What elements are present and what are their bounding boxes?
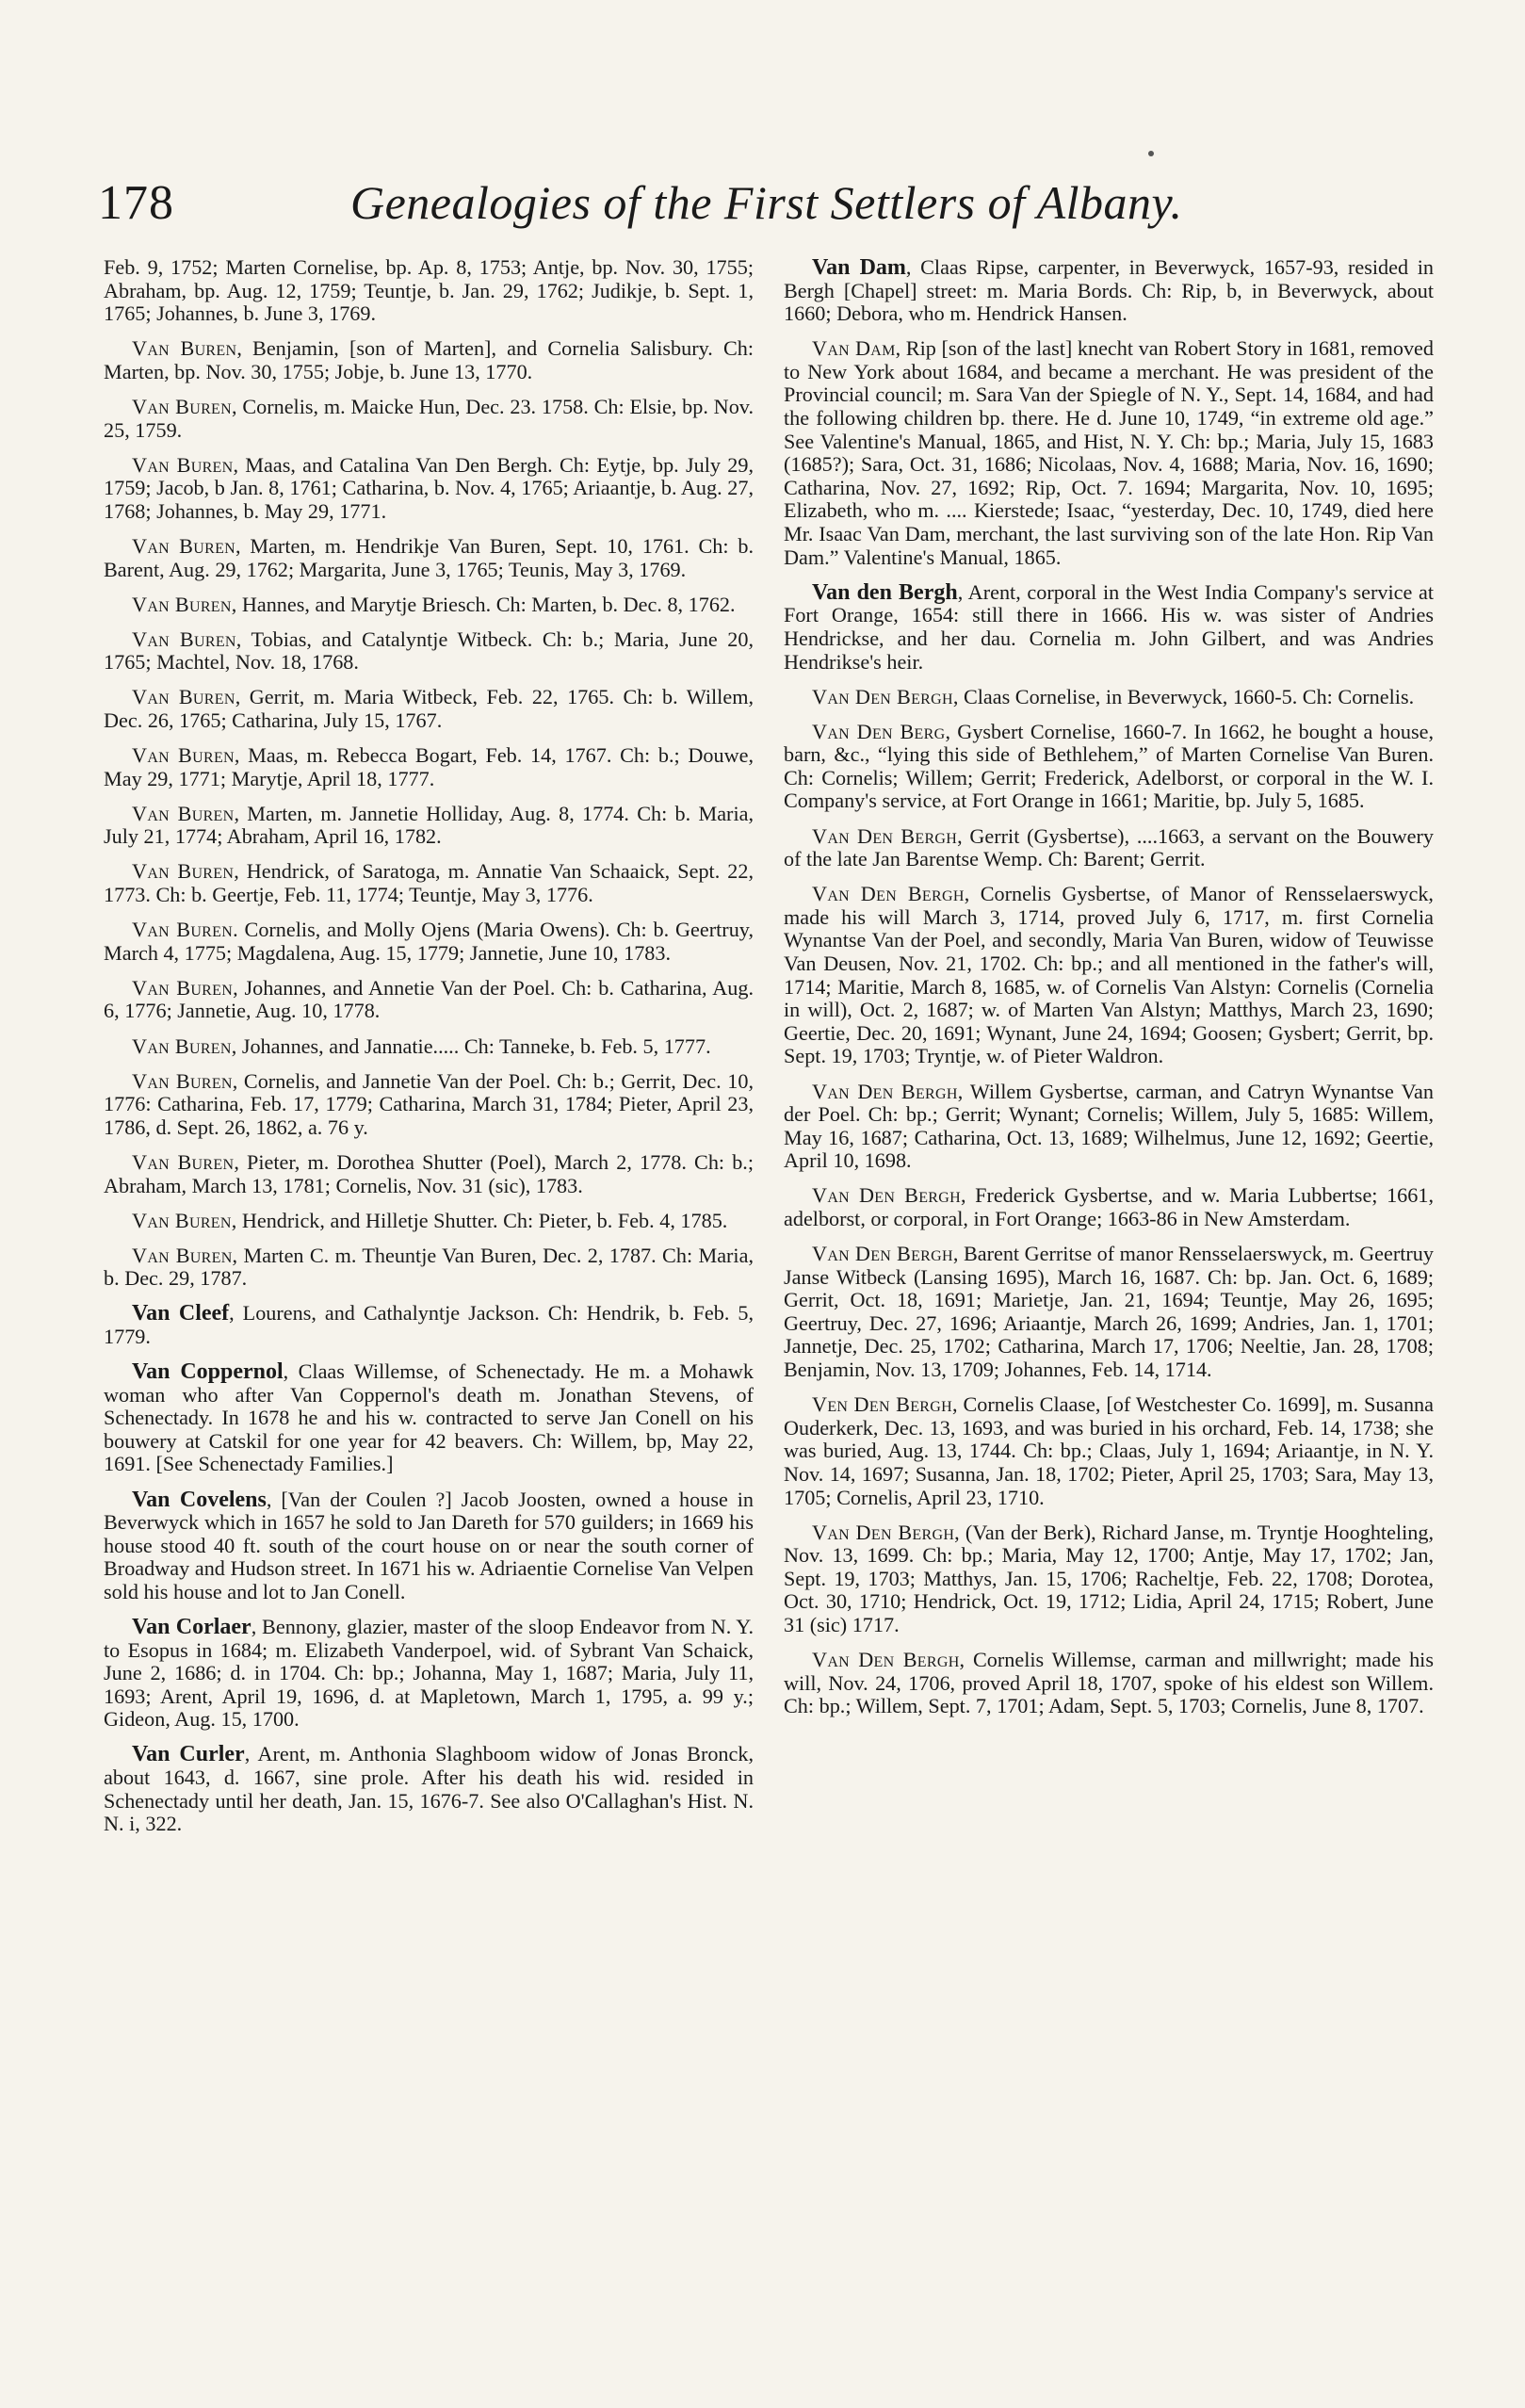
genealogy-entry bbox=[104, 744, 754, 790]
genealogy-entry bbox=[784, 256, 1434, 326]
entry-surname: Van Den Berg bbox=[812, 719, 946, 743]
entry-text: , Hendrick, of Saratoga, m. Annatie Van Schaaick, Sept. 22, 1773. Ch: b. Geertje, Feb. 11, 1774; Teuntje, May 3, 1776. bbox=[104, 859, 754, 907]
entry-surname: Van Den Bergh bbox=[812, 1242, 953, 1266]
genealogy-entry bbox=[784, 883, 1434, 1068]
entry-text: , Maas, and Catalina Van Den Bergh. Ch: Eytje, bp. July 29, 1759; Jacob, b Jan. 8, 1761; Catharina, b. Nov. 4, 1765; Ariaantje, b. Aug. 27, 1768; Johannes, b. May 29, 1771. bbox=[104, 452, 754, 523]
entry-text: , (Van der Berk), Richard Janse, m. Tryntje Hooghteling, Nov. 13, 1699. Ch: bp.; Maria, May 12, 1700; Antje, May 17, 1702; Jan, Sept. 19, 1703; Matthys, Jan. 15, 1706; Racheltje, Feb. 22, 1708; Dorotea, Oct. 30, 1710; Hendrick, Oct. 19, 1712; Lidia, April 24, 1715; Robert, June 31 (sic) 1717. bbox=[784, 1520, 1434, 1636]
running-title: Genealogies of the First Settlers of Albany. bbox=[350, 176, 1183, 229]
entry-surname: Van Coppernol bbox=[132, 1359, 284, 1385]
entry-surname: Van Buren bbox=[132, 336, 237, 361]
entry-text: , Johannes, and Jannatie..... Ch: Tanneke, b. Feb. 5, 1777. bbox=[231, 1033, 711, 1058]
entry-text: , Hannes, and Marytje Briesch. Ch: Marten, b. Dec. 8, 1762. bbox=[231, 592, 736, 616]
entry-text: , Cornelis, m. Maicke Hun, Dec. 23. 1758. Ch: Elsie, bp. Nov. 25, 1759. bbox=[104, 394, 754, 442]
genealogy-entry bbox=[784, 686, 1434, 709]
genealogy-entry bbox=[104, 1360, 754, 1476]
entry-text: , Lourens, and Cathalyntje Jackson. Ch: Hendrik, b. Feb. 5, 1779. bbox=[104, 1301, 754, 1348]
genealogy-entry bbox=[104, 256, 754, 326]
genealogy-entry bbox=[784, 337, 1434, 569]
genealogy-entry bbox=[104, 1245, 754, 1291]
genealogy-entry bbox=[104, 803, 754, 849]
entry-text: Feb. 9, 1752; Marten Cornelise, bp. Ap. 8, 1753; Antje, bp. Nov. 30, 1755; Abraham, bp. Aug. 12, 1759; Teuntje, b. Jan. 29, 1762; Judikje, b. Sept. 1, 1765; Johannes, b. June 3, 1769. bbox=[104, 255, 754, 326]
entry-surname: Van Buren bbox=[132, 918, 234, 942]
genealogy-entry bbox=[104, 860, 754, 906]
entry-surname: Van Den Bergh bbox=[812, 882, 965, 906]
entry-surname: Van Buren bbox=[132, 801, 235, 825]
entry-text: , Cornelis Willemse, carman and millwright; made his will, Nov. 24, 1706, proved April 18, 1707, spoke of his eldest son Willem. Ch: bp.; Willem, Sept. 7, 1701; Adam, Sept. 5, 1703; Cornelis, June 8, 1707. bbox=[784, 1648, 1434, 1718]
entry-text: , Gysbert Cornelise, 1660-7. In 1662, he bought a house, barn, &c., “lying this side of Bethlehem,” of Marten Cornelise Van Buren. Ch: Cornelis; Willem; Gerrit; Frederick, Adelborst, or corporal in the W. I. Company's service, at Fort Orange in 1661; Maritie, bp. July 5, 1685. bbox=[784, 719, 1434, 813]
genealogy-entry bbox=[104, 396, 754, 442]
genealogy-entry bbox=[104, 337, 754, 383]
entry-text: , Claas Cornelise, in Beverwyck, 1660-5. Ch: Cornelis. bbox=[952, 684, 1415, 708]
entry-text: , Marten, m. Jannetie Holliday, Aug. 8, 1774. Ch: b. Maria, July 21, 1774; Abraham, April 16, 1782. bbox=[104, 801, 754, 849]
entry-text: , Claas Ripse, carpenter, in Beverwyck, 1657-93, resided in Bergh [Chapel] street: m. Maria Bords. Ch: Rip, b, in Beverwyck, about 1660; Debora, who m. Hendrick Hansen. bbox=[784, 255, 1434, 326]
entry-text: , Benjamin, [son of Marten], and Cornelia Salisbury. Ch: Marten, bp. Nov. 30, 1755; Jobje, b. June 13, 1770. bbox=[104, 336, 754, 383]
genealogy-entry bbox=[104, 535, 754, 581]
page-header bbox=[98, 175, 1436, 241]
genealogy-entry bbox=[104, 1616, 754, 1732]
entry-surname: Van Buren bbox=[132, 743, 235, 768]
entry-text: , [Van der Coulen ?] Jacob Joosten, owned a house in Beverwyck which in 1657 he sold to Jan Dareth for 570 guilders; in 1669 his house stood 40 ft. south of the court house on or near the south corner of Broadway and Hudson street. In 1671 his w. Adriaentie Cornelise Van Velpen sold his house and lot to Jan Conell. bbox=[104, 1487, 754, 1603]
entry-surname: Van Buren bbox=[132, 626, 236, 651]
genealogy-entry bbox=[104, 1210, 754, 1233]
entry-surname: Van Den Bergh bbox=[812, 1079, 958, 1103]
entry-text: , Gerrit (Gysbertse), ....1663, a servant on the Bouwery of the late Jan Barentse Wemp. Ch: Barent; Gerrit. bbox=[784, 823, 1434, 871]
genealogy-entry bbox=[104, 1743, 754, 1835]
entry-surname: Van Covelens bbox=[132, 1487, 267, 1512]
genealogy-entry bbox=[104, 919, 754, 965]
entry-surname: Van Den Bergh bbox=[812, 684, 953, 708]
entry-text: , Bennony, glazier, master of the sloop Endeavor from N. Y. to Esopus in 1684; m. Elizabeth Vanderpoel, wid. of Sybrant Van Schaick, June 2, 1686; d. in 1704. Ch: bp.; Johanna, May 1, 1687; Maria, July 11, 1693; Arent, April 19, 1696, d. at Mapletown, March 1, 1795, a. 99 y.; Gideon, Aug. 15, 1700. bbox=[104, 1615, 754, 1732]
genealogy-entry bbox=[104, 454, 754, 524]
entry-surname: Van Den Bergh bbox=[812, 1183, 961, 1208]
entry-text: , Maas, m. Rebecca Bogart, Feb. 14, 1767. Ch: b.; Douwe, May 29, 1771; Marytje, April 18, 1777. bbox=[104, 743, 754, 790]
page-number: 178 bbox=[98, 176, 174, 230]
entry-text: , Pieter, m. Dorothea Shutter (Poel), March 2, 1778. Ch: b.; Abraham, March 13, 1781; Cornelis, Nov. 31 (sic), 1783. bbox=[104, 1149, 754, 1197]
entry-text: , Arent, corporal in the West India Company's service at Fort Orange, 1654: still there in 1666. His w. was sister of Andries Hendrickse, and her dau. Cornelia m. John Gilbert, and was Andries Hendrikse's heir. bbox=[784, 579, 1435, 674]
genealogy-entry bbox=[104, 1489, 754, 1604]
entry-text: , Cornelis, and Jannetie Van der Poel. Ch: b.; Gerrit, Dec. 10, 1776: Catharina, Feb. 17, 1779; Catharina, March 31, 1784; Pieter, April 23, 1786, d. Sept. 26, 1862, a. 76 y. bbox=[104, 1068, 754, 1139]
genealogy-entry bbox=[784, 1393, 1434, 1509]
entry-text: , Rip [son of the last] knecht van Robert Story in 1681, removed to New York about 1684, and became a merchant. He was president of the Provincial council; m. Sara Van der Spiegle of N. Y., Sept. 14, 1684, and had the following children bp. there. He d. June 10, 1749, “in extreme old age.” See Valentine's Manual, 1865, and Hist, N. Y. Ch: bp.; Maria, July 15, 1683 (1685?); Sara, Oct. 31, 1686; Nicolaas, Nov. 4, 1688; Maria, Nov. 16, 1690; Catharina, Nov. 27, 1692; Rip, Oct. 7. 1694; Margarita, Nov. 10, 1695; Elizabeth, who m. .... Kierstede; Isaac, “yesterday, Dec. 10, 1749, died here Mr. Isaac Van Dam, merchant, the last surviving son of the late Hon. Rip Van Dam.” Valentine's Manual, 1865. bbox=[784, 336, 1434, 569]
genealogy-entry bbox=[784, 581, 1434, 674]
ink-speck bbox=[1148, 151, 1154, 156]
entry-text: , Hendrick, and Hilletje Shutter. Ch: Pieter, b. Feb. 4, 1785. bbox=[231, 1208, 728, 1232]
genealogy-entry bbox=[784, 1243, 1434, 1382]
genealogy-entry bbox=[104, 1035, 754, 1059]
entry-surname: Van Buren bbox=[132, 685, 235, 709]
entry-surname: Van Buren bbox=[132, 1208, 232, 1232]
genealogy-entry bbox=[104, 1302, 754, 1348]
entry-text: , Gerrit, m. Maria Witbeck, Feb. 22, 1765. Ch: b. Willem, Dec. 26, 1765; Catharina, July 15, 1767. bbox=[104, 685, 754, 732]
genealogy-entry bbox=[104, 686, 754, 732]
entry-surname: Van Buren bbox=[132, 1068, 233, 1093]
genealogy-entry bbox=[104, 594, 754, 617]
entry-text: , Tobias, and Catalyntje Witbeck. Ch: b.; Maria, June 20, 1765; Machtel, Nov. 18, 1768. bbox=[104, 626, 754, 675]
entry-text: , Marten C. m. Theuntje Van Buren, Dec. 2, 1787. Ch: Maria, b. Dec. 29, 1787. bbox=[104, 1243, 754, 1291]
entry-text: , Arent, m. Anthonia Slaghboom widow of Jonas Bronck, about 1643, d. 1667, sine prole. After his death his wid. resided in Schenectady until her death, Jan. 15, 1676-7. See also O'Callaghan's Hist. N. N. i, 322. bbox=[104, 1742, 754, 1836]
entry-surname: Van Corlaer bbox=[132, 1615, 251, 1639]
entry-surname: Van Buren bbox=[132, 975, 234, 1000]
entry-text: , Johannes, and Annetie Van der Poel. Ch: b. Catharina, Aug. 6, 1776; Jannetie, Aug. 10, 1778. bbox=[104, 975, 754, 1023]
entry-surname: Van Den Bergh bbox=[812, 1520, 955, 1544]
entry-surname: Van den Bergh bbox=[812, 579, 958, 605]
entry-surname: Van Buren bbox=[132, 533, 235, 558]
genealogy-entry bbox=[104, 1070, 754, 1140]
entry-surname: Van Den Bergh bbox=[812, 823, 958, 848]
entry-surname: Van Buren bbox=[132, 1243, 233, 1267]
left-column bbox=[104, 256, 754, 1847]
entry-surname: Van Dam bbox=[812, 255, 906, 280]
entry-text: . Cornelis, and Molly Ojens (Maria Owens). Ch: b. Geertruy, March 4, 1775; Magdalena, Aug. 15, 1779; Jannetie, June 10, 1783. bbox=[104, 918, 754, 965]
entry-surname: Van Den Bergh bbox=[812, 1648, 960, 1672]
genealogy-entry bbox=[104, 628, 754, 675]
entry-text: , Claas Willemse, of Schenectady. He m. a Mohawk woman who after Van Coppernol's death m. Jonathan Stevens, of Schenectady. In 1678 he and his w. contracted to serve Jan Conell on his bouwery at Catskil for one year for 42 beavers. Ch: Willem, bp, May 22, 1691. [See Schenectady Families.] bbox=[104, 1359, 754, 1476]
entry-surname: Van Buren bbox=[132, 592, 232, 616]
entry-text: , Cornelis Gysbertse, of Manor of Rensselaerswyck, made his will March 3, 1714, proved July 6, 1717, m. first Cornelia Wynantse Van der Poel, and secondly, Maria Van Buren, widow of Teuwisse Van Deusen, Nov. 21, 1702. Ch: bp.; and all mentioned in the father's will, 1714; Maritie, March 8, 1685, w. of Cornelis Van Alstyn: Cornelis (Cornelia in will), Oct. 2, 1687; w. of Marten Van Alstyn; Matthys, March 23, 1690; Geertie, Dec. 20, 1691; Wynant, June 24, 1694; Goosen; Gysbert; Gerrit, bp. Sept. 19, 1703; Tryntje, w. of Pieter Waldron. bbox=[784, 882, 1434, 1068]
entry-surname: Ven Den Bergh bbox=[812, 1392, 952, 1417]
genealogy-entry bbox=[104, 1151, 754, 1197]
genealogy-entry bbox=[784, 1081, 1434, 1173]
entry-surname: Van Buren bbox=[132, 394, 232, 418]
entry-text: , Barent Gerritse of manor Rensselaerswyck, m. Geertruy Janse Witbeck (Lansing 1695), March 16, 1687. Ch: bp. Jan. Oct. 6, 1689; Gerrit, Oct. 18, 1691; Marietje, Jan. 21, 1694; Teuntje, May 26, 1695; Geertruy, Dec. 27, 1696; Ariaantje, March 26, 1699; Andries, Jan. 1, 1701; Jannetje, Dec. 25, 1702; Catharina, March 17, 1706; Neeltie, Jan. 28, 1708; Benjamin, Nov. 13, 1709; Johannes, Feb. 14, 1714. bbox=[784, 1242, 1434, 1382]
entry-text: , Marten, m. Hendrikje Van Buren, Sept. 10, 1761. Ch: b. Barent, Aug. 29, 1762; Margarita, June 3, 1765; Teunis, May 3, 1769. bbox=[104, 533, 754, 581]
genealogy-entry bbox=[784, 721, 1434, 813]
genealogy-entry bbox=[104, 977, 754, 1023]
entry-surname: Van Buren bbox=[132, 1033, 232, 1058]
entry-text: , Cornelis Claase, [of Westchester Co. 1699], m. Susanna Ouderkerk, Dec. 13, 1693, and was buried in his orchard, Feb. 14, 1738; she was buried, Aug. 13, 1744. Ch: bp.; Claas, July 1, 1694; Ariaantje, in N. Y. Nov. 14, 1697; Susanna, Jan. 18, 1702; Pieter, April 25, 1703; Sara, May 13, 1705; Cornelis, April 23, 1710. bbox=[784, 1392, 1434, 1509]
entry-surname: Van Buren bbox=[132, 1149, 235, 1174]
genealogy-entry bbox=[784, 825, 1434, 871]
genealogy-entry bbox=[784, 1184, 1434, 1230]
entry-text: , Frederick Gysbertse, and w. Maria Lubbertse; 1661, adelborst, or corporal, in Fort Orange; 1663-86 in New Amsterdam. bbox=[784, 1183, 1434, 1230]
entry-surname: Van Buren bbox=[132, 859, 235, 884]
entry-text: , Willem Gysbertse, carman, and Catryn Wynantse Van der Poel. Ch: bp.; Gerrit; Wynant; Cornelis; Willem, July 5, 1685: Willem, May 16, 1687; Catharina, Oct. 13, 1689; Wilhelmus, June 12, 1692; Geertie, April 10, 1698. bbox=[784, 1079, 1434, 1173]
genealogy-entry bbox=[784, 1521, 1434, 1637]
entry-surname: Van Buren bbox=[132, 452, 234, 477]
right-column bbox=[784, 256, 1434, 1730]
entry-surname: Van Cleef bbox=[132, 1301, 230, 1326]
entry-surname: Van Curler bbox=[132, 1742, 245, 1767]
genealogy-entry bbox=[784, 1649, 1434, 1718]
entry-surname: Van Dam bbox=[812, 336, 896, 361]
